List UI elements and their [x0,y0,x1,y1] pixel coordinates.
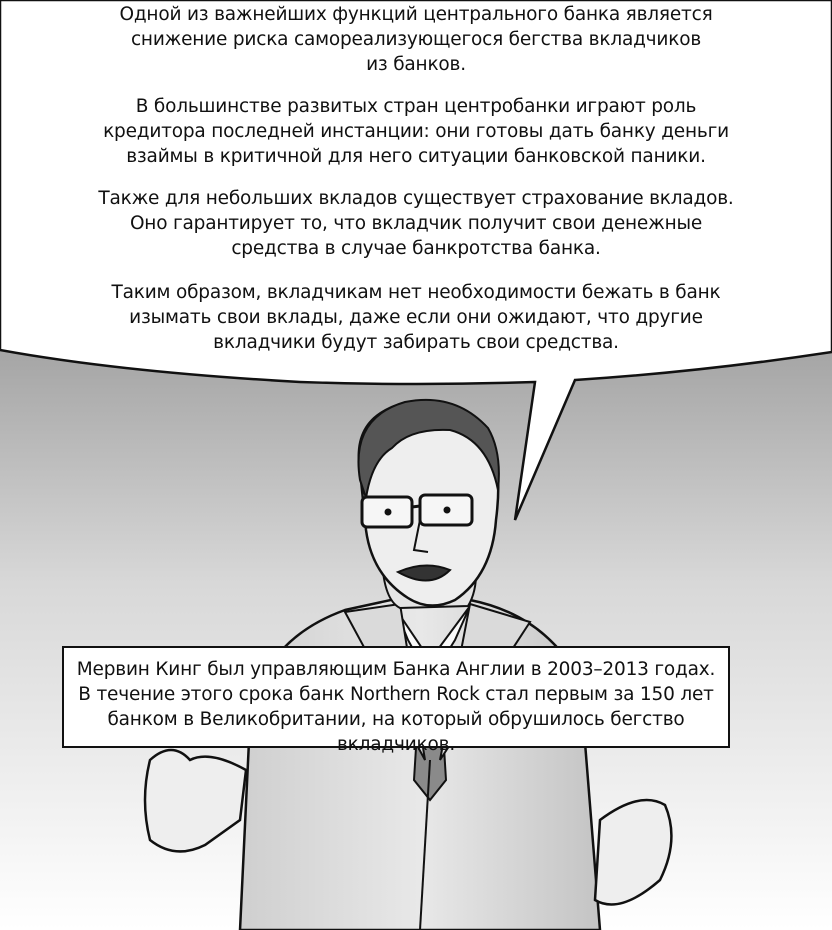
text-line: кредитора последней инстанции: они готовы дать банку деньги [103,121,729,142]
bubble-paragraph-2 [40,94,792,169]
text-line: из банков. [366,54,466,75]
bubble-paragraph-4 [40,280,792,355]
caption-line: В течение этого срока банк Northern Rock стал первым за 150 лет [78,684,714,705]
text-line: изымать свои вклады, даже если они ожидают, что другие [129,307,703,328]
text-line: вкладчики будут забирать свои средства. [213,332,619,353]
bubble-paragraph-3 [40,186,792,261]
caption-line: Мервин Кинг был управляющим Банка Англии в 2003–2013 годах. [76,659,716,680]
text-line: Таким образом, вкладчикам нет необходимости бежать в банк [111,282,721,303]
text-line: В большинстве развитых стран центробанки играют роль [135,96,697,117]
eye-left [385,509,392,516]
text-line: взаймы в критичной для него ситуации банковской паники. [126,146,706,167]
caption-line: банком в Великобритании, на который обрушилось бегство вкладчиков. [107,709,685,755]
eye-right [444,507,451,514]
bubble-paragraph-1 [40,2,792,77]
glasses-bridge [412,506,420,507]
text-line: средства в случае банкротства банка. [231,238,601,259]
text-line: снижение риска самореализующегося бегства вкладчиков [130,29,702,50]
text-line: Одной из важнейших функций центрального банка является [119,4,713,25]
text-line: Оно гарантирует то, что вкладчик получит свои денежные [129,213,703,234]
text-line: Также для небольших вкладов существует страхование вкладов. [98,188,734,209]
caption-box [62,646,730,755]
